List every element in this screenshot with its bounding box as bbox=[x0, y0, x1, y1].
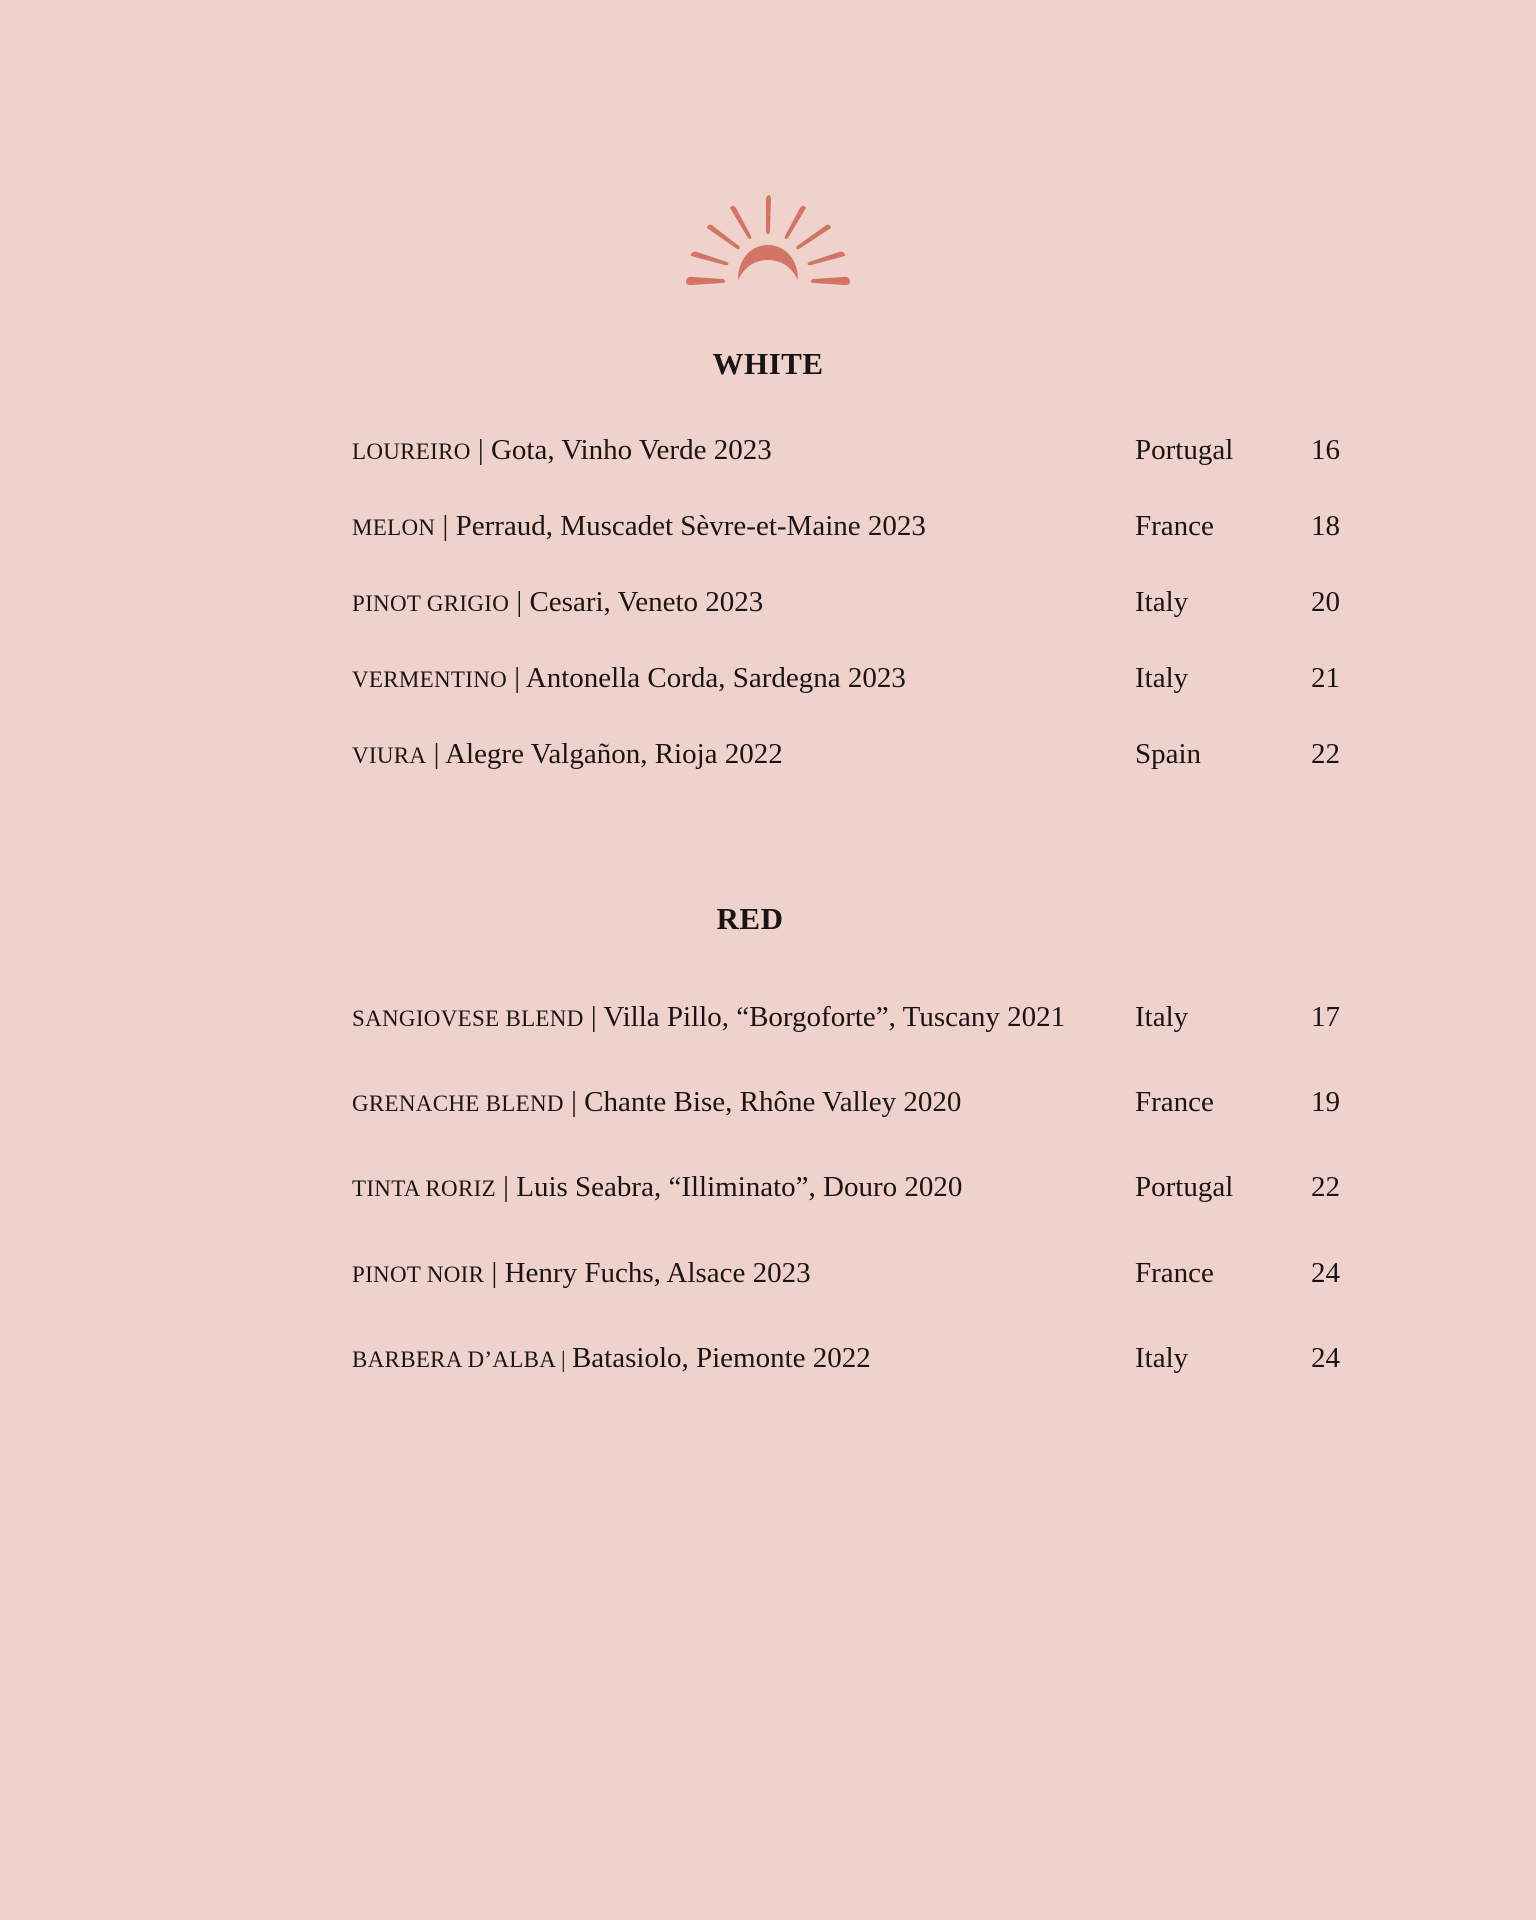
country: Italy bbox=[1135, 1001, 1189, 1033]
price: 24 bbox=[1311, 1257, 1340, 1289]
country: Italy bbox=[1135, 586, 1189, 618]
separator: | bbox=[435, 510, 456, 542]
grape-label: LOUREIRO bbox=[352, 439, 471, 464]
country: Italy bbox=[1135, 1342, 1189, 1374]
wine-row bbox=[352, 658, 1340, 698]
country: France bbox=[1135, 510, 1214, 542]
price: 20 bbox=[1311, 586, 1340, 618]
price: 17 bbox=[1311, 1001, 1340, 1033]
country: Spain bbox=[1135, 738, 1202, 770]
price: 24 bbox=[1311, 1342, 1340, 1374]
wine-row bbox=[352, 1167, 1340, 1207]
grape-label: SANGIOVESE BLEND bbox=[352, 1006, 584, 1031]
country: Portugal bbox=[1135, 1171, 1234, 1203]
grape-label: GRENACHE BLEND bbox=[352, 1091, 564, 1116]
wine-name: Villa Pillo, “Borgoforte”, Tuscany 2021 bbox=[603, 1001, 1066, 1033]
country: France bbox=[1135, 1086, 1214, 1118]
price: 18 bbox=[1311, 510, 1340, 542]
wine-name: Batasiolo, Piemonte 2022 bbox=[571, 1342, 871, 1374]
separator: | bbox=[583, 1001, 604, 1033]
wine-name: Antonella Corda, Sardegna 2023 bbox=[525, 662, 906, 694]
country: France bbox=[1135, 1257, 1214, 1289]
country: Italy bbox=[1135, 662, 1189, 694]
price: 22 bbox=[1311, 738, 1340, 770]
wine-name: Chante Bise, Rhône Valley 2020 bbox=[584, 1086, 962, 1118]
price: 21 bbox=[1311, 662, 1340, 694]
wine-row bbox=[352, 734, 1340, 774]
grape-label: TINTA RORIZ bbox=[352, 1176, 496, 1201]
wine-name: Cesari, Veneto 2023 bbox=[529, 586, 764, 618]
grape-label: BARBERA D’ALBA bbox=[352, 1347, 555, 1372]
wine-row bbox=[352, 997, 1340, 1037]
wine-row bbox=[352, 506, 1340, 546]
separator: | bbox=[509, 586, 530, 618]
price: 16 bbox=[1311, 434, 1340, 466]
price: 19 bbox=[1311, 1086, 1340, 1118]
separator: | bbox=[507, 662, 526, 694]
grape-label: MELON bbox=[352, 515, 436, 540]
separator: | bbox=[495, 1171, 517, 1203]
grape-label: VIURA bbox=[352, 743, 427, 768]
separator: | bbox=[426, 738, 446, 770]
wine-row bbox=[352, 1338, 1340, 1378]
price: 22 bbox=[1311, 1171, 1340, 1203]
wine-row bbox=[352, 582, 1340, 622]
separator: | bbox=[554, 1347, 572, 1372]
wine-name: Luis Seabra, “Illiminato”, Douro 2020 bbox=[516, 1171, 963, 1203]
wine-name: Henry Fuchs, Alsace 2023 bbox=[504, 1257, 811, 1289]
wine-name: Perraud, Muscadet Sèvre-et-Maine 2023 bbox=[455, 510, 926, 542]
section-title-red-text: RED bbox=[716, 901, 784, 936]
wine-row bbox=[352, 1253, 1340, 1293]
wine-row bbox=[352, 1082, 1340, 1122]
rising-sun-icon bbox=[683, 190, 853, 290]
separator: | bbox=[563, 1086, 585, 1118]
wine-name: Gota, Vinho Verde 2023 bbox=[490, 434, 772, 466]
grape-label: PINOT GRIGIO bbox=[352, 591, 510, 616]
wine-row bbox=[352, 430, 1340, 470]
separator: | bbox=[470, 434, 491, 466]
wine-name: Alegre Valgañon, Rioja 2022 bbox=[445, 738, 783, 770]
grape-label: VERMENTINO bbox=[352, 667, 508, 692]
separator: | bbox=[484, 1257, 505, 1289]
grape-label: PINOT NOIR bbox=[352, 1262, 485, 1287]
country: Portugal bbox=[1135, 434, 1234, 466]
section-title-white-text: WHITE bbox=[712, 346, 824, 381]
